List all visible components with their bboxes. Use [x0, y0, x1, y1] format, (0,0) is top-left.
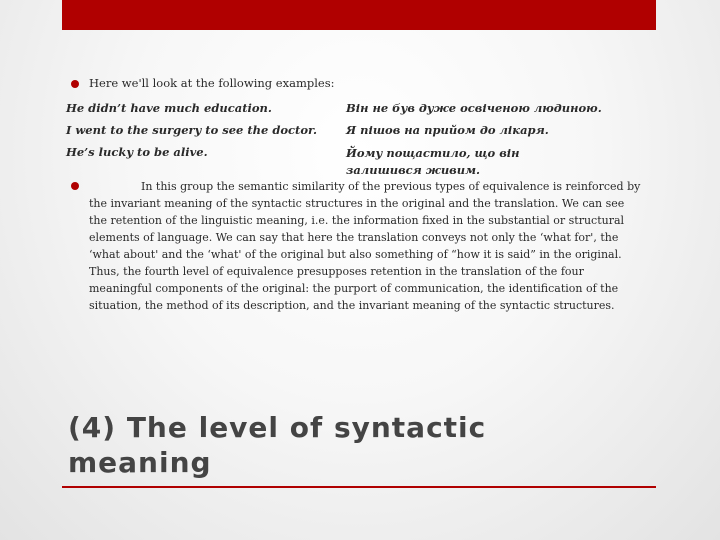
example-ukrainian: Я пішов на прийом до лікаря.	[346, 123, 549, 137]
example-english: He’s lucky to be alive.	[66, 145, 208, 159]
bottom-accent-line	[62, 486, 656, 488]
bullet-icon	[71, 182, 79, 190]
example-ukrainian: Він не був дуже освіченою людиною.	[346, 101, 602, 115]
top-accent-bar	[62, 0, 656, 30]
body-paragraph: In this group the semantic similarity of the previous types of equivalence is reinforced by the invariant meaning of the syntactic structures in the original and the translation. We can see the retention of the linguistic meaning, i.e. the information fixed in the substantial or structural elements of language. We can say that here the translation conveys not only the ‘what for', the ‘what about' and the ‘what' of the original but also something of “how it is said” in the original. Thus, the fourth level of equivalence presupposes retention in the translation of the four meaningful components of the original: the purport of communication, the identification of the situation, the method of its description, and the invariant meaning of the syntactic structures.	[89, 180, 641, 312]
example-english: I went to the surgery to see the doctor.	[66, 123, 318, 137]
example-ukrainian: Йому пощастило, що він залишився живим.	[346, 146, 520, 177]
bullet-icon	[71, 80, 79, 88]
example-english: He didn’t have much education.	[66, 101, 272, 115]
slide-title: (4) The level of syntactic meaning	[68, 411, 487, 479]
intro-text: Here we'll look at the following examples:	[89, 76, 335, 90]
